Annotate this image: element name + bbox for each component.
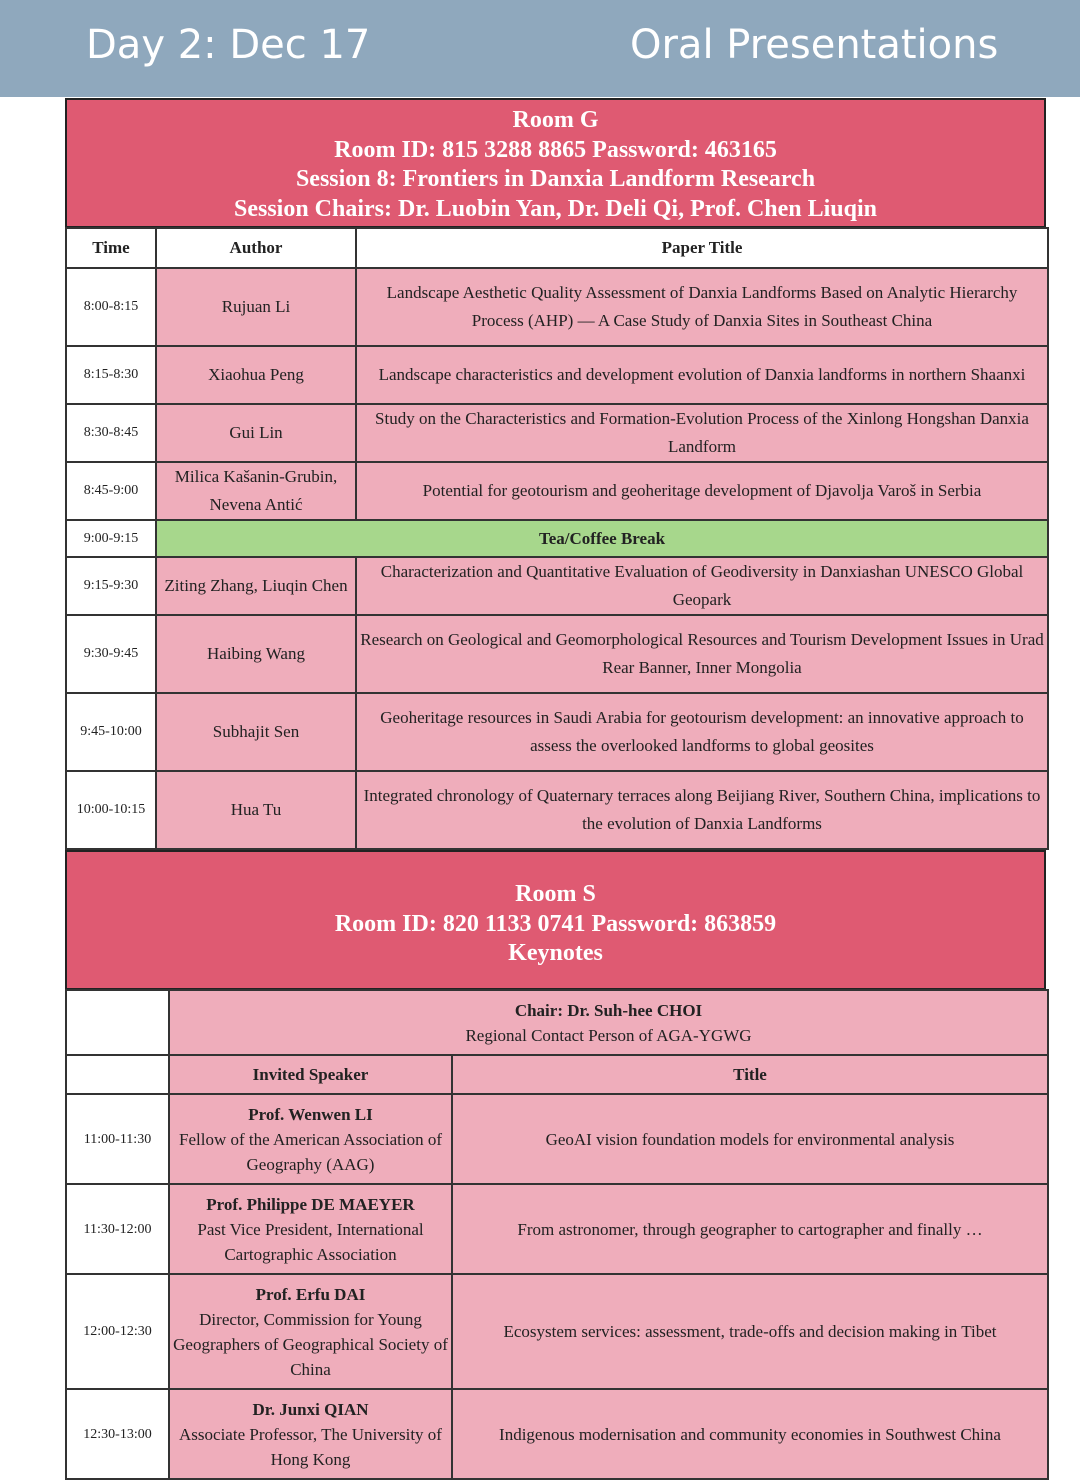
- author-cell: Gui Lin: [156, 404, 356, 462]
- speaker-cell: [169, 1094, 452, 1184]
- table-row: [66, 615, 1048, 693]
- speaker-affiliation: Past Vice President, International Cartographic Association: [197, 1219, 424, 1264]
- room-s-keynote-table: [65, 989, 1049, 1480]
- time-cell: 11:00-11:30: [66, 1094, 169, 1184]
- speaker-affiliation: Director, Commission for Young Geographers of Geographical Society of China: [173, 1309, 448, 1379]
- time-cell: 9:15-9:30: [66, 557, 156, 615]
- author-cell: Hua Tu: [156, 771, 356, 849]
- time-cell: 12:00-12:30: [66, 1274, 169, 1389]
- table-header-row: [66, 228, 1048, 268]
- author-cell: Haibing Wang: [156, 615, 356, 693]
- presentation-type: Oral Presentations: [630, 22, 999, 68]
- paper-title-cell: Landscape Aesthetic Quality Assessment of Danxia Landforms Based on Analytic Hierarchy Process (AHP) — A Case Study of Danxia Sites in Southeast China: [356, 268, 1048, 346]
- room-g-schedule-table: [65, 227, 1049, 850]
- table-row: [66, 404, 1048, 462]
- table-row: [66, 771, 1048, 849]
- time-cell: 9:45-10:00: [66, 693, 156, 771]
- room-g-header: [65, 98, 1046, 228]
- author-cell: Xiaohua Peng: [156, 346, 356, 404]
- paper-title-cell: Potential for geotourism and geoheritage development of Djavolja Varoš in Serbia: [356, 462, 1048, 520]
- col-title: Title: [452, 1055, 1048, 1094]
- empty-cell: [66, 990, 169, 1055]
- time-cell: 11:30-12:00: [66, 1184, 169, 1274]
- speaker-cell: [169, 1389, 452, 1479]
- table-row: [66, 1094, 1048, 1184]
- table-row: [66, 268, 1048, 346]
- time-cell: 9:30-9:45: [66, 615, 156, 693]
- table-row: [66, 557, 1048, 615]
- room-s-id: Room ID: 820 1133 0741 Password: 863859: [334, 910, 777, 937]
- speaker-name: Prof. Philippe DE MAEYER: [206, 1194, 415, 1214]
- break-row: [66, 520, 1048, 557]
- time-cell: 9:00-9:15: [66, 520, 156, 557]
- table-row: [66, 1184, 1048, 1274]
- room-s-session: Keynotes: [508, 940, 603, 966]
- room-g-chairs: Session Chairs: Dr. Luobin Yan, Dr. Deli Qi, Prof. Chen Liuqin: [233, 195, 878, 222]
- paper-title-cell: Landscape characteristics and development evolution of Danxia landforms in northern Shaanxi: [356, 346, 1048, 404]
- speaker-affiliation: Associate Professor, The University of Hong Kong: [179, 1424, 442, 1469]
- author-cell: Rujuan Li: [156, 268, 356, 346]
- room-g-session: Session 8: Frontiers in Danxia Landform Research: [295, 166, 816, 192]
- talk-title-cell: Ecosystem services: assessment, trade-offs and decision making in Tibet: [452, 1274, 1048, 1389]
- paper-title-cell: Study on the Characteristics and Formation-Evolution Process of the Xinlong Hongshan Danxia Landform: [356, 404, 1048, 462]
- time-cell: 8:00-8:15: [66, 268, 156, 346]
- col-time: Time: [66, 228, 156, 268]
- chair-cell: [169, 990, 1048, 1055]
- table-row: [66, 346, 1048, 404]
- paper-title-cell: Geoheritage resources in Saudi Arabia for geotourism development: an innovative approach to assess the overlooked landforms to global geosites: [356, 693, 1048, 771]
- author-cell: Subhajit Sen: [156, 693, 356, 771]
- room-s-header: [65, 850, 1046, 990]
- room-g-id: Room ID: 815 3288 8865 Password: 463165: [334, 136, 777, 163]
- talk-title-cell: Indigenous modernisation and community economies in Southwest China: [452, 1389, 1048, 1479]
- time-cell: 8:45-9:00: [66, 462, 156, 520]
- room-g-name: Room G: [512, 107, 599, 133]
- speaker-name: Prof. Erfu DAI: [255, 1284, 366, 1304]
- speaker-name: Prof. Wenwen LI: [248, 1104, 373, 1124]
- talk-title-cell: GeoAI vision foundation models for environmental analysis: [452, 1094, 1048, 1184]
- paper-title-cell: Integrated chronology of Quaternary terraces along Beijiang River, Southern China, implications to the evolution of Danxia Landforms: [356, 771, 1048, 849]
- empty-cell: [66, 1055, 169, 1094]
- author-cell: Ziting Zhang, Liuqin Chen: [156, 557, 356, 615]
- talk-title-cell: From astronomer, through geographer to cartographer and finally …: [452, 1184, 1048, 1274]
- table-row: [66, 1274, 1048, 1389]
- day-label: Day 2: Dec 17: [86, 22, 371, 68]
- col-author: Author: [156, 228, 356, 268]
- table-row: [66, 462, 1048, 520]
- break-cell: Tea/Coffee Break: [156, 520, 1048, 557]
- header-banner: [0, 0, 1080, 97]
- table-row: [66, 1389, 1048, 1479]
- speaker-affiliation: Fellow of the American Association of Geography (AAG): [179, 1129, 442, 1174]
- speaker-cell: [169, 1274, 452, 1389]
- author-cell: Milica Kašanin-Grubin, Nevena Antić: [156, 462, 356, 520]
- table-header-row: [66, 1055, 1048, 1094]
- table-row: [66, 693, 1048, 771]
- paper-title-cell: Research on Geological and Geomorphological Resources and Tourism Development Issues in Urad Rear Banner, Inner Mongolia: [356, 615, 1048, 693]
- chair-row: [66, 990, 1048, 1055]
- room-s-name: Room S: [515, 881, 596, 907]
- time-cell: 12:30-13:00: [66, 1389, 169, 1479]
- col-invited-speaker: Invited Speaker: [169, 1055, 452, 1094]
- col-paper-title: Paper Title: [356, 228, 1048, 268]
- paper-title-cell: Characterization and Quantitative Evaluation of Geodiversity in Danxiashan UNESCO Global Geopark: [356, 557, 1048, 615]
- speaker-name: Dr. Junxi QIAN: [252, 1399, 369, 1419]
- time-cell: 8:30-8:45: [66, 404, 156, 462]
- time-cell: 10:00-10:15: [66, 771, 156, 849]
- time-cell: 8:15-8:30: [66, 346, 156, 404]
- chair-role: Regional Contact Person of AGA-YGWG: [465, 1025, 752, 1045]
- chair-name: Chair: Dr. Suh-hee CHOI: [514, 1000, 703, 1020]
- speaker-cell: [169, 1184, 452, 1274]
